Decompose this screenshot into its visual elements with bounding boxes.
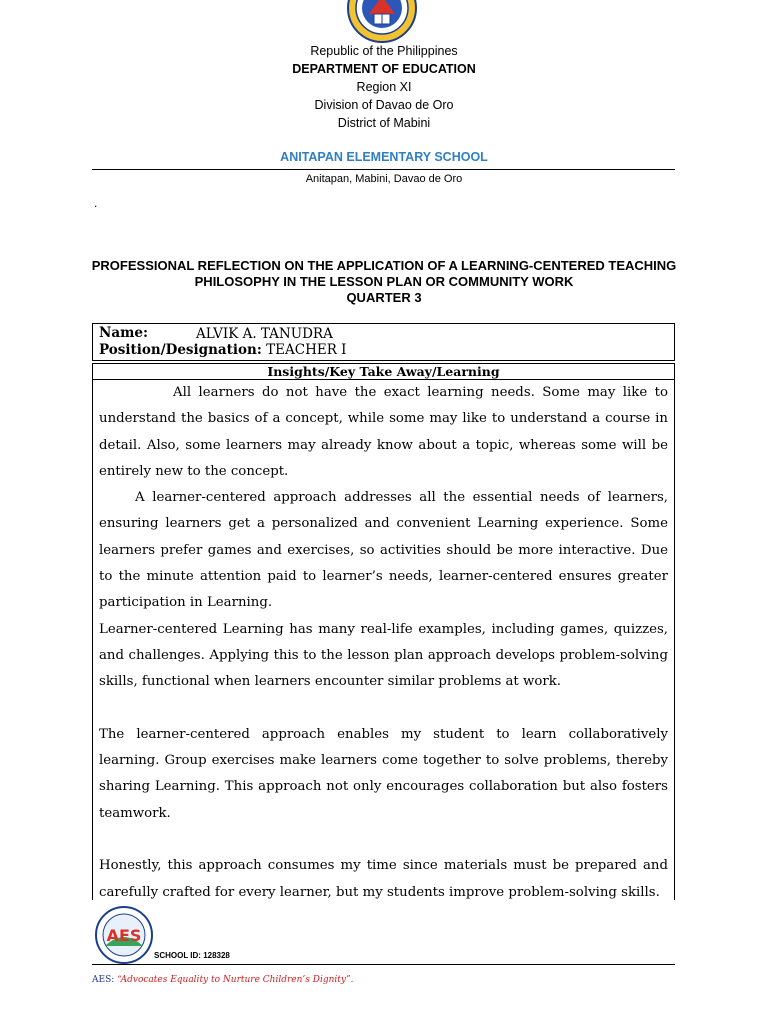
paragraph-4: The learner-centered approach enables my student to learn collaboratively learning. Group exercises make learners come together to solve problems, thereby sharing Learning. This approach not only encourages collaboration but also fosters teamwork. <box>99 726 668 821</box>
insights-heading: Insights/Key Take Away/Learning <box>92 363 675 380</box>
school-address: Anitapan, Mabini, Davao de Oro <box>305 173 463 185</box>
header-republic: Republic of the Philippines <box>310 44 458 58</box>
teacher-info-box <box>92 323 675 361</box>
school-name: ANITAPAN ELEMENTARY SCHOOL <box>280 150 488 164</box>
school-id: SCHOOL ID: 128328 <box>154 951 230 960</box>
paragraph-3: Learner-centered Learning has many real-life examples, including games, quizzes, and challenges. Applying this to the lesson plan approach develops problem-solving skills, functional when learners encounter similar problems at work. <box>99 621 668 690</box>
paragraph-gap <box>99 696 668 722</box>
logo-text: AES <box>106 926 142 945</box>
title-line-1: PROFESSIONAL REFLECTION ON THE APPLICATION OF A LEARNING-CENTERED TEACHING <box>91 258 677 273</box>
header-division: Division of Davao de Oro <box>314 98 454 112</box>
school-logo <box>95 906 153 964</box>
motto-text: “Advocates Equality to Nurture Children’s Dignity”. <box>117 975 354 985</box>
name-label: Name: <box>99 325 148 341</box>
title-line-3: QUARTER 3 <box>346 290 422 305</box>
header-divider <box>92 169 675 170</box>
position-label: Position/Designation: <box>99 342 262 358</box>
document-title <box>0 258 768 306</box>
reflection-body <box>92 380 675 900</box>
paragraph-1: All learners do not have the exact learning needs. Some may like to understand the basics of a concept, while some may like to understand a course in detail. Also, some learners may already know about a topic, whereas some will be entirely new to the concept. <box>99 385 668 479</box>
school-motto <box>92 975 353 985</box>
footer-divider <box>92 964 675 965</box>
paragraph-5: Honestly, this approach consumes my time since materials must be prepared and carefully crafted for every learner, but my students improve problem-solving skills. <box>99 858 668 900</box>
stray-dot: . <box>94 196 98 210</box>
deped-seal-logo <box>347 0 417 44</box>
paragraph-2: A learner-centered approach addresses all the essential needs of learners, ensuring learners get a personalized and convenient Learning experience. Some learners prefer games and exercises, so activities should be more interactive. Due to the minute attention paid to learner’s needs, learner-centered ensures greater participation in Learning. <box>99 490 668 611</box>
header-district: District of Mabini <box>337 116 431 130</box>
name-value: ALVIK A. TANUDRA <box>196 326 333 342</box>
position-value: TEACHER I <box>266 342 347 358</box>
title-line-2: PHILOSOPHY IN THE LESSON PLAN OR COMMUNITY WORK <box>194 274 574 289</box>
header-region: Region XI <box>356 80 412 94</box>
paragraph-gap <box>99 827 668 853</box>
header-department: DEPARTMENT OF EDUCATION <box>292 62 476 76</box>
motto-aes-label: AES: <box>92 975 115 985</box>
